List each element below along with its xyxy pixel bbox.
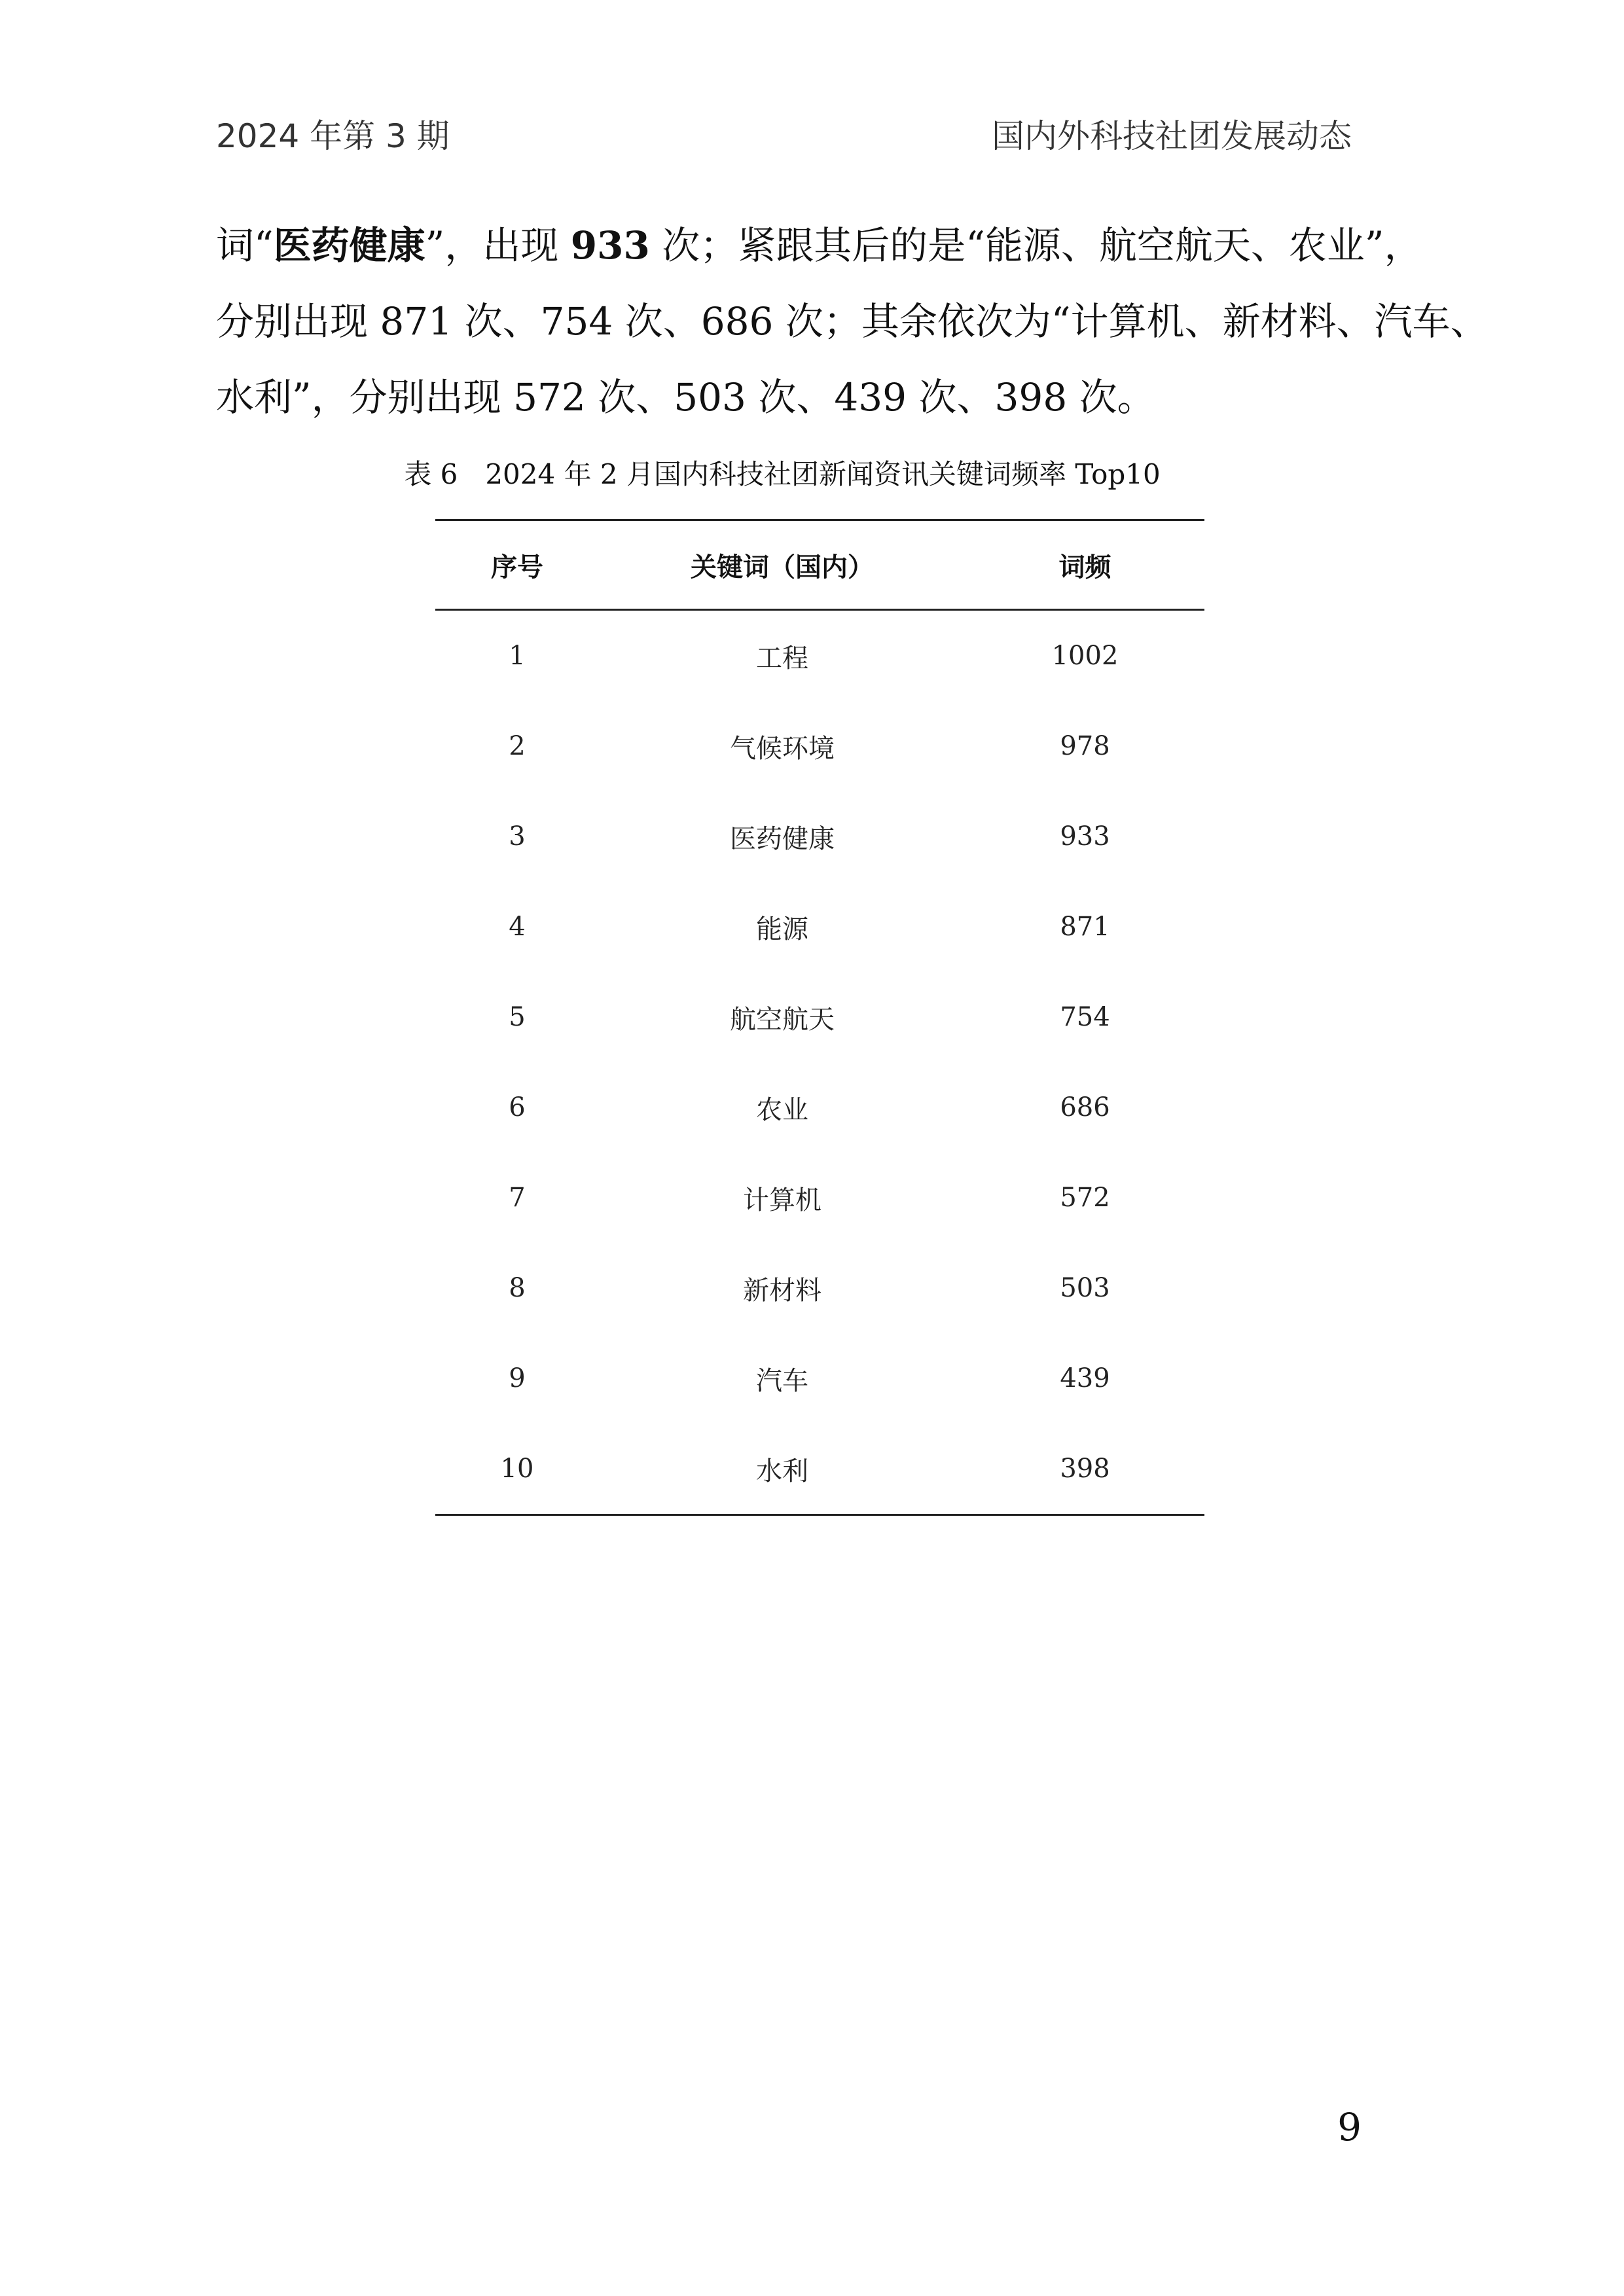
- table-row: [435, 791, 1204, 882]
- table-row: [435, 882, 1204, 972]
- cell-index: 6: [509, 1092, 526, 1122]
- cell-index: 10: [500, 1454, 534, 1484]
- cell-frequency: 1002: [1051, 641, 1119, 671]
- paragraph-line-3: 水利”，分别出现 572 次、503 次、439 次、398 次。: [216, 375, 1155, 420]
- cell-keyword: 水利: [756, 1456, 808, 1486]
- cell-keyword: 能源: [756, 914, 808, 944]
- paragraph-line-2: 分别出现 871 次、754 次、686 次；其余依次为“计算机、新材料、汽车、: [216, 299, 1489, 344]
- bold-keyword: 医药健康: [273, 223, 425, 268]
- cell-frequency: 398: [1060, 1454, 1110, 1484]
- table-row: [435, 972, 1204, 1062]
- cell-index: 1: [509, 641, 526, 671]
- cell-keyword: 气候环境: [730, 733, 835, 764]
- body-paragraph: [216, 207, 1489, 435]
- text-segment: 词“: [216, 223, 274, 268]
- cell-frequency: 933: [1060, 821, 1110, 852]
- bold-count: 933: [570, 223, 650, 268]
- table-row: [435, 610, 1204, 702]
- cell-keyword: 计算机: [743, 1185, 821, 1215]
- cell-frequency: 503: [1060, 1273, 1110, 1303]
- cell-keyword: 汽车: [756, 1365, 808, 1396]
- cell-keyword: 农业: [756, 1094, 808, 1125]
- cell-frequency: 572: [1060, 1183, 1110, 1213]
- table-row: [435, 701, 1204, 791]
- table-row: [435, 1424, 1204, 1515]
- header-publication-title: 国内外科技社团发展动态: [992, 117, 1352, 155]
- cell-frequency: 978: [1060, 731, 1110, 761]
- cell-frequency: 871: [1060, 912, 1110, 942]
- header-index: 序号: [491, 552, 543, 583]
- cell-index: 7: [509, 1183, 526, 1213]
- cell-keyword: 工程: [756, 643, 808, 673]
- table-caption: 表 6 2024 年 2 月国内科技社团新闻资讯关键词频率 Top10: [404, 458, 1161, 490]
- text-segment: 次；紧跟其后的是“能源、航空航天、农业”，: [649, 223, 1422, 268]
- cell-index: 3: [509, 821, 526, 852]
- cell-keyword: 医药健康: [730, 823, 835, 854]
- cell-frequency: 686: [1060, 1092, 1110, 1122]
- text-segment: ”，出现: [425, 223, 571, 268]
- header-frequency: 词频: [1058, 552, 1111, 583]
- cell-index: 4: [509, 912, 526, 942]
- paragraph-line-1: [216, 207, 1422, 283]
- table-row: [435, 1243, 1204, 1333]
- table-header-row: [435, 520, 1204, 610]
- cell-frequency: 754: [1060, 1002, 1110, 1032]
- cell-index: 8: [509, 1273, 526, 1303]
- table-row: [435, 1153, 1204, 1243]
- header-issue: 2024 年第 3 期: [216, 117, 450, 155]
- table-row: [435, 1333, 1204, 1424]
- cell-frequency: 439: [1060, 1363, 1110, 1393]
- table-row: [435, 1062, 1204, 1153]
- keyword-frequency-table: [435, 519, 1204, 1516]
- header-keyword: 关键词（国内）: [691, 552, 874, 583]
- cell-keyword: 航空航天: [730, 1004, 835, 1035]
- cell-index: 2: [509, 731, 526, 761]
- cell-index: 5: [509, 1002, 526, 1032]
- cell-index: 9: [509, 1363, 526, 1393]
- cell-keyword: 新材料: [743, 1275, 821, 1306]
- page-number: 9: [1337, 2105, 1362, 2149]
